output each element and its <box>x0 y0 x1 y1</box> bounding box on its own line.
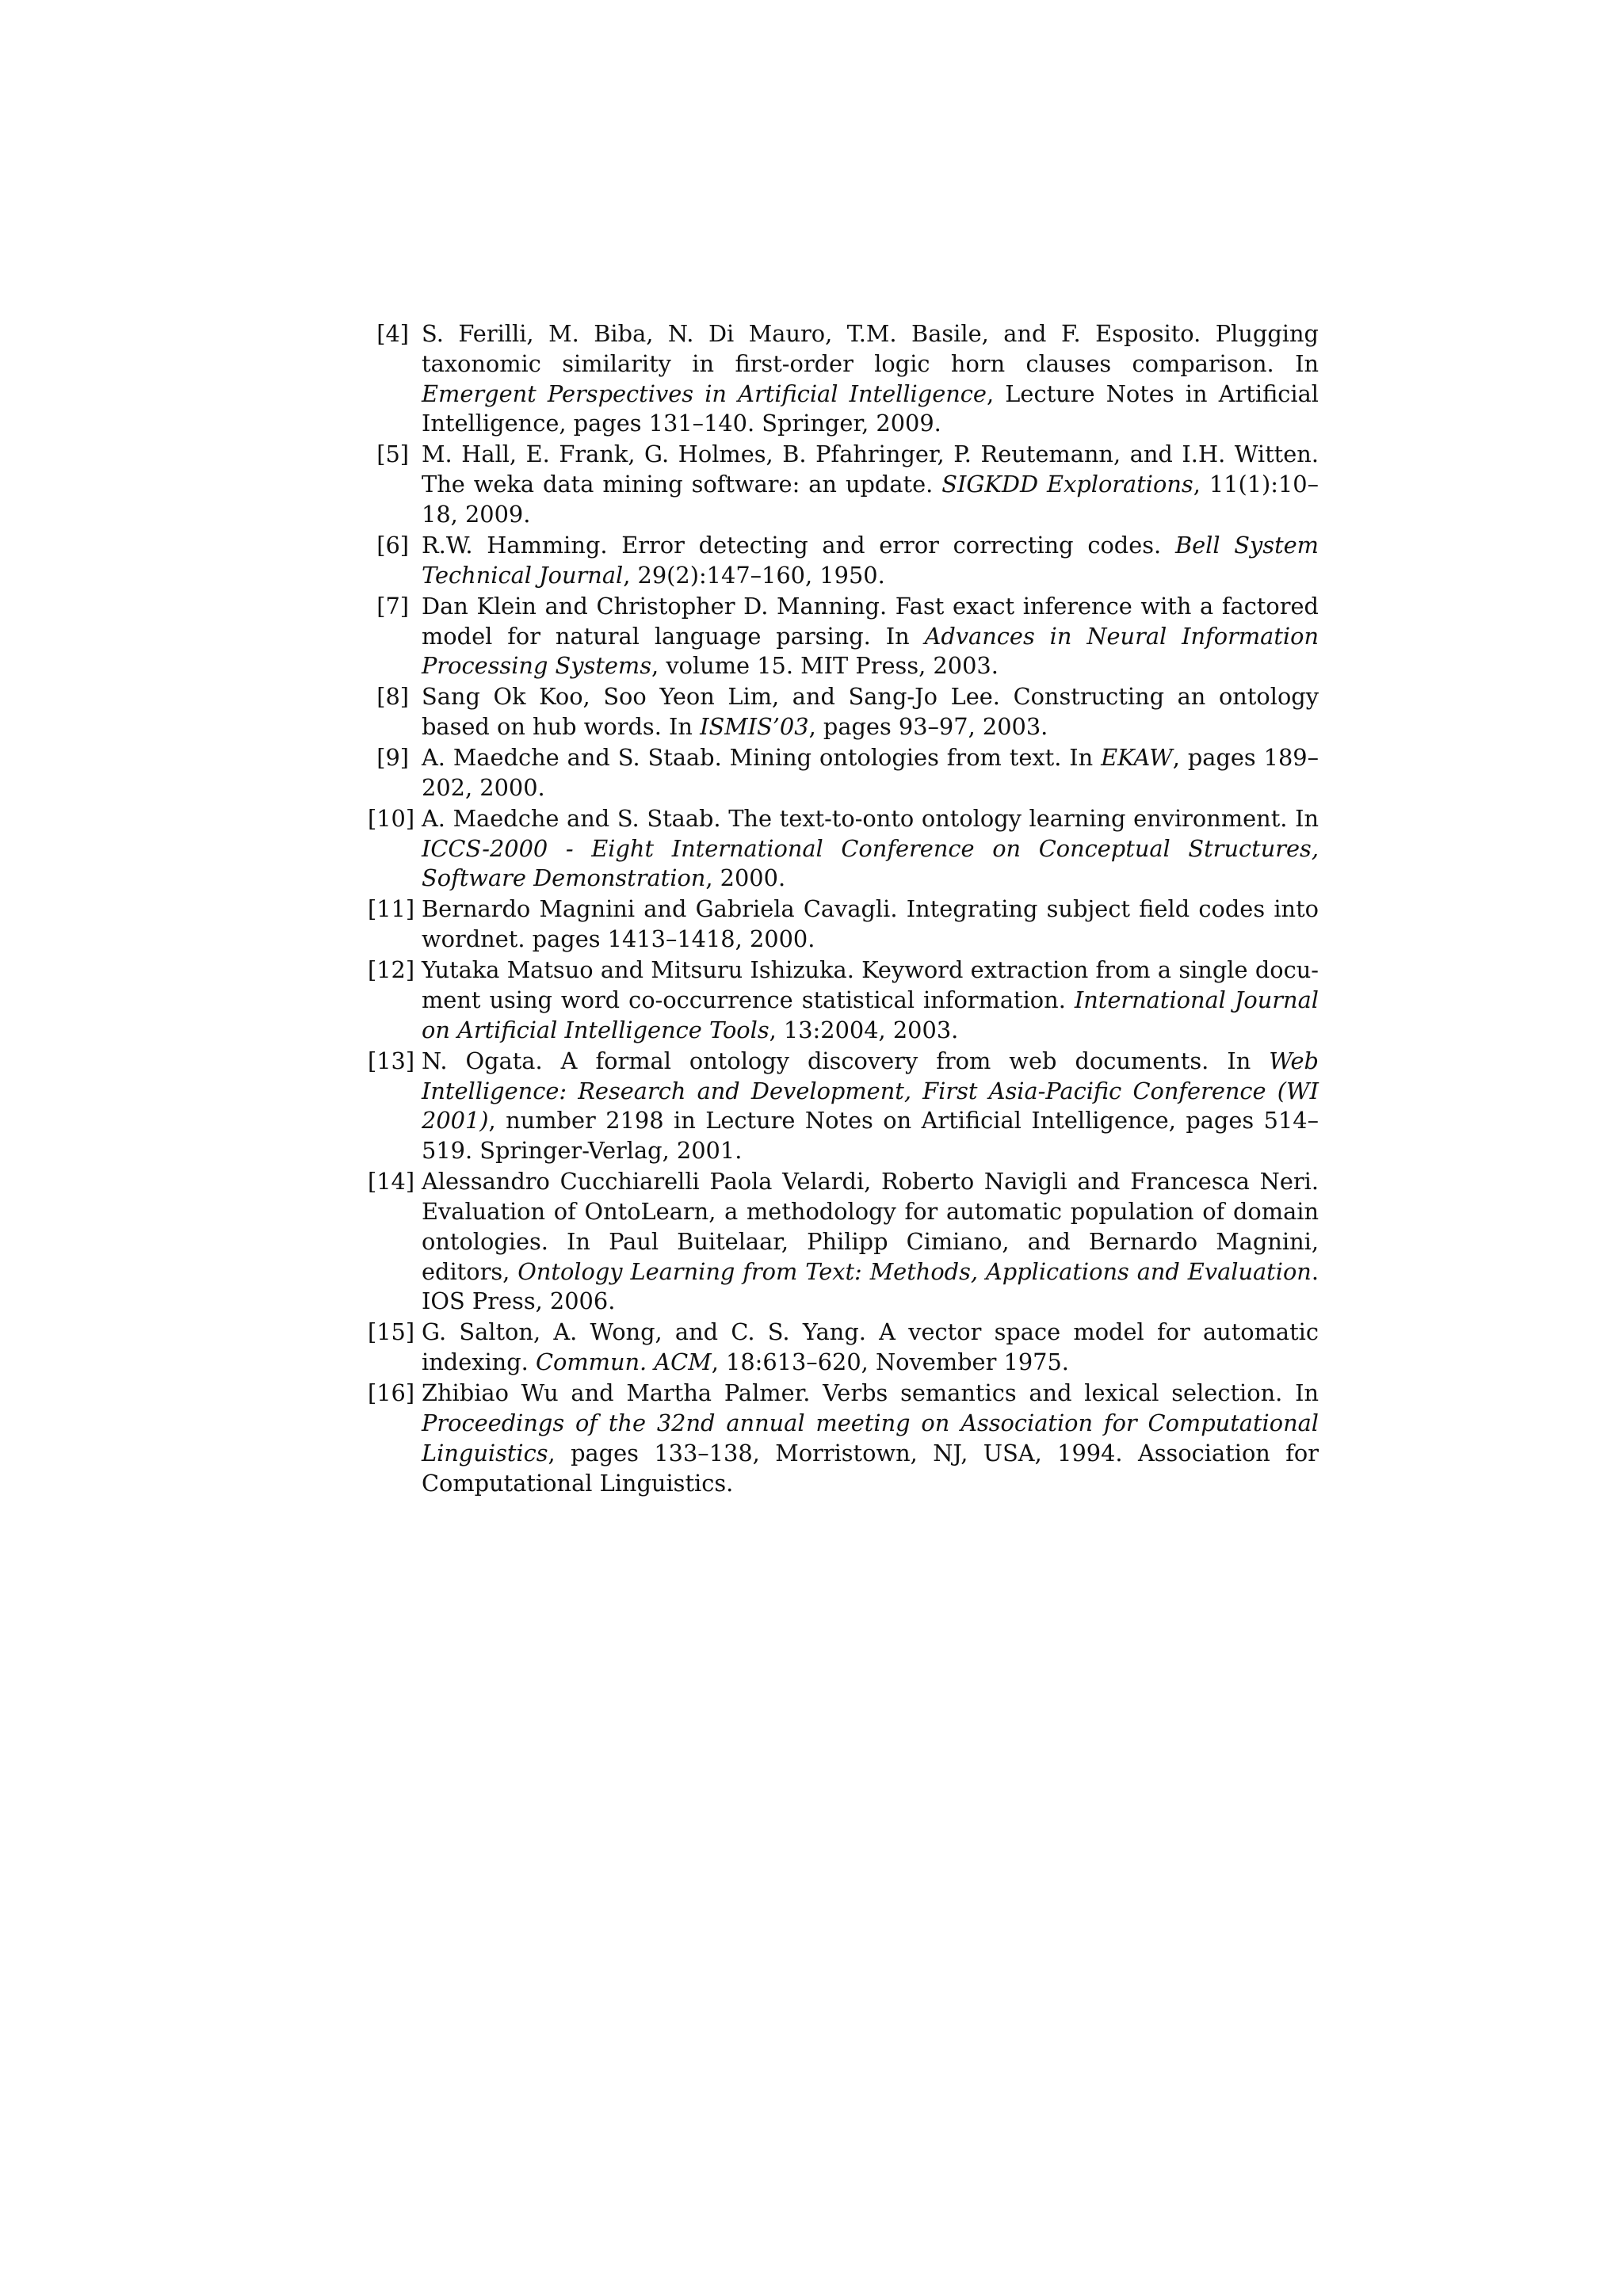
reference-text <box>422 531 1319 591</box>
reference-entry <box>368 1318 1319 1378</box>
reference-number: [16] <box>368 1379 415 1407</box>
reference-venue-italic: Advances in Neural Information Processing Systems <box>422 622 1319 680</box>
reference-number: [11] <box>368 895 415 923</box>
reference-venue-italic: Proceedings of the 32nd annual meeting on Association for Computational Linguistics <box>422 1409 1319 1466</box>
reference-text-segment: M. Hall, E. Frank, G. Holmes, B. Pfahringer, P. Reutemann, and I.H. Witten. The weka data mining software: an update. <box>422 441 1319 498</box>
reference-text <box>422 682 1319 742</box>
reference-number: [10] <box>368 804 415 832</box>
reference-text-segment: , 29(2):147–160, 1950. <box>623 561 885 589</box>
reference-venue-italic: ICCS-2000 - Eight International Conference on Conceptual Structures, Software Demonstration <box>422 834 1319 892</box>
reference-list <box>368 319 1319 1500</box>
reference-number: [7] <box>376 592 409 620</box>
reference-text-segment: A. Maedche and S. Staab. The text-to-onto ontology learning environment. In <box>422 804 1319 832</box>
reference-text-segment: Sang Ok Koo, Soo Yeon Lim, and Sang-Jo Lee. Constructing an ontology based on hub words. In <box>422 683 1319 741</box>
reference-entry <box>368 804 1319 894</box>
reference-number: [14] <box>368 1168 415 1196</box>
reference-text-segment: A. Maedche and S. Staab. Mining ontologies from text. In <box>422 744 1102 772</box>
reference-venue-italic: Web Intelligence: Research and Development, First Asia-Pacific Conference (WI 2001) <box>422 1047 1319 1135</box>
reference-venue-italic: Ontology Learning from Text: Methods, Applications and Evaluation <box>517 1257 1312 1285</box>
reference-text <box>422 743 1319 803</box>
reference-text-segment: , 18:613–620, November 1975. <box>711 1348 1069 1376</box>
reference-text-segment: , 13:2004, 2003. <box>769 1016 959 1043</box>
reference-text-segment: Alessandro Cucchiarelli Paola Velardi, Roberto Navigli and Francesca Neri. Evaluation of OntoLearn, a methodology for automatic population of domain ontologies. In Paul Buitelaar, Philipp Cimiano, and Bernardo Magnini, editors, <box>422 1168 1319 1285</box>
reference-entry <box>377 743 1319 803</box>
reference-entry <box>368 1379 1319 1498</box>
reference-text-segment: , pages 93–97, 2003. <box>808 713 1048 741</box>
reference-number: [15] <box>368 1318 415 1346</box>
reference-venue-italic: Bell System Technical Journal <box>422 531 1319 589</box>
reference-text-segment: Zhibiao Wu and Martha Palmer. Verbs semantics and lexical selection. In <box>422 1379 1319 1407</box>
reference-text <box>422 1167 1319 1317</box>
reference-entry <box>377 682 1319 742</box>
reference-text <box>422 1318 1319 1378</box>
reference-venue-italic: International Journal on Artificial Intelligence Tools <box>422 986 1319 1043</box>
reference-text-segment: , pages 189–202, 2000. <box>422 744 1319 801</box>
reference-venue-italic: EKAW <box>1101 744 1173 772</box>
reference-number: [9] <box>376 744 409 772</box>
reference-number: [5] <box>376 441 409 468</box>
reference-entry <box>368 1047 1319 1166</box>
reference-text <box>422 319 1319 439</box>
reference-entry <box>368 894 1319 955</box>
reference-text <box>422 955 1319 1045</box>
reference-text-segment: , pages 133–138, Morristown, NJ, USA, 1994. Association for Computational Linguistics. <box>422 1439 1319 1497</box>
reference-text-segment: G. Salton, A. Wong, and C. S. Yang. A vector space model for automatic indexing. <box>422 1318 1319 1376</box>
reference-entry <box>377 592 1319 681</box>
reference-text <box>422 592 1319 681</box>
reference-venue-italic: ISMIS’03 <box>700 713 809 741</box>
reference-text-segment: . IOS Press, 2006. <box>422 1257 1319 1315</box>
reference-text-segment: S. Ferilli, M. Biba, N. Di Mauro, T.M. Basile, and F. Esposito. Plugging taxonomic similarity in first-order logic horn clauses comparison. In <box>422 320 1319 377</box>
reference-text <box>422 1379 1319 1498</box>
reference-text-segment: , 2000. <box>705 864 786 892</box>
reference-number: [4] <box>376 320 409 347</box>
reference-number: [8] <box>376 683 409 711</box>
reference-number: [12] <box>368 956 415 984</box>
reference-text-segment: Bernardo Magnini and Gabriela Cavagli. Integrating subject field codes into wordnet. pages 1413–1418, 2000. <box>422 895 1319 953</box>
reference-venue-italic: SIGKDD Explorations <box>941 471 1193 498</box>
reference-entry <box>368 955 1319 1045</box>
reference-text-segment: R.W. Hamming. Error detecting and error correcting codes. <box>422 531 1175 559</box>
reference-text-segment: , 11(1):10–18, 2009. <box>422 471 1319 528</box>
reference-entry <box>368 1167 1319 1317</box>
reference-venue-italic: Commun. ACM <box>535 1348 712 1376</box>
reference-entry <box>377 440 1319 529</box>
reference-text <box>422 1047 1319 1166</box>
reference-text-segment: , Lecture Notes in Artificial Intelligence, pages 131–140. Springer, 2009. <box>422 379 1319 437</box>
reference-number: [13] <box>368 1047 415 1074</box>
reference-number: [6] <box>376 531 409 559</box>
reference-text <box>422 894 1319 955</box>
reference-text-segment: N. Ogata. A formal ontology discovery from web documents. In <box>422 1047 1270 1074</box>
reference-text <box>422 440 1319 529</box>
reference-entry <box>377 319 1319 439</box>
reference-text-segment: , number 2198 in Lecture Notes on Artificial Intelligence, pages 514–519. Springer-Verlag, 2001. <box>422 1107 1319 1165</box>
reference-venue-italic: Emergent Perspectives in Artificial Intelligence <box>422 379 987 407</box>
reference-text <box>422 804 1319 894</box>
reference-text-segment: Yutaka Matsuo and Mitsuru Ishizuka. Keyword extraction from a single document using word co-occurrence statistical information. <box>422 956 1319 1014</box>
reference-entry <box>377 531 1319 591</box>
reference-text-segment: Dan Klein and Christopher D. Manning. Fast exact inference with a factored model for natural language parsing. In <box>422 592 1319 650</box>
reference-text-segment: , volume 15. MIT Press, 2003. <box>651 652 999 680</box>
